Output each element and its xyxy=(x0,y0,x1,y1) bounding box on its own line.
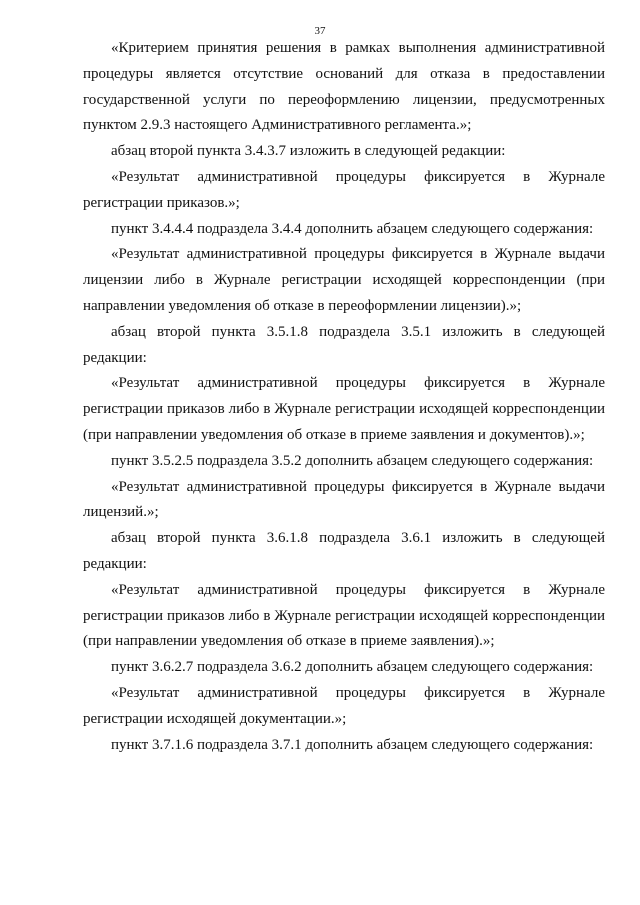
paragraph-amend-3-5-2-5: пункт 3.5.2.5 подраздела 3.5.2 дополнить абзацем следующего содержания: xyxy=(111,452,594,469)
paragraph-amend-3-7-1-6: пункт 3.7.1.6 подраздела 3.7.1 дополнить абзацем следующего содержания: xyxy=(111,736,594,753)
paragraph-result-license-journal: «Результат административной процедуры фиксируется в Журнале выдачи лицензии либо в Журнале регистрации исходящей корреспонденции (при направлении уведомления об отказе в переоформлении лицензии).»; xyxy=(83,246,605,314)
paragraph-amend-3-6-1-8: абзац второй пункта 3.6.1.8 подраздела 3.6.1 изложить в следующей редакции: xyxy=(83,530,605,572)
paragraph-result-outgoing-docs: «Результат административной процедуры фиксируется в Журнале регистрации исходящей документации.»; xyxy=(83,684,605,727)
paragraph-result-orders-application: «Результат административной процедуры фиксируется в Журнале регистрации приказов либо в Журнале регистрации исходящей корреспонденции (при направлении уведомления об отказе в приеме заявления).»; xyxy=(83,581,605,650)
paragraph-result-orders: «Результат административной процедуры фиксируется в Журнале регистрации приказов.»; xyxy=(83,168,605,211)
page-number: 37 xyxy=(314,25,326,37)
paragraph-result-licenses: «Результат административной процедуры фиксируется в Журнале выдачи лицензий.»; xyxy=(83,478,605,521)
paragraph-amend-3-4-3-7: абзац второй пункта 3.4.3.7 изложить в следующей редакции: xyxy=(111,143,506,160)
document-body xyxy=(83,36,605,758)
paragraph-criterion: «Критерием принятия решения в рамках выполнения административной процедуры является отсутствие оснований для отказа в предоставлении государственной услуги по переоформлению лицензии, предусмотренных пунктом 2.9.3 настоящего Административного регламента.»; xyxy=(83,40,605,134)
paragraph-amend-3-4-4-4: пункт 3.4.4.4 подраздела 3.4.4 дополнить абзацем следующего содержания: xyxy=(111,220,594,237)
paragraph-amend-3-6-2-7: пункт 3.6.2.7 подраздела 3.6.2 дополнить абзацем следующего содержания: xyxy=(111,659,594,676)
paragraph-result-orders-documents: «Результат административной процедуры фиксируется в Журнале регистрации приказов либо в Журнале регистрации исходящей корреспонденции (при направлении уведомления об отказе в приеме заявления и документов).»; xyxy=(83,375,605,443)
paragraph-amend-3-5-1-8: абзац второй пункта 3.5.1.8 подраздела 3.5.1 изложить в следующей редакции: xyxy=(83,323,605,366)
